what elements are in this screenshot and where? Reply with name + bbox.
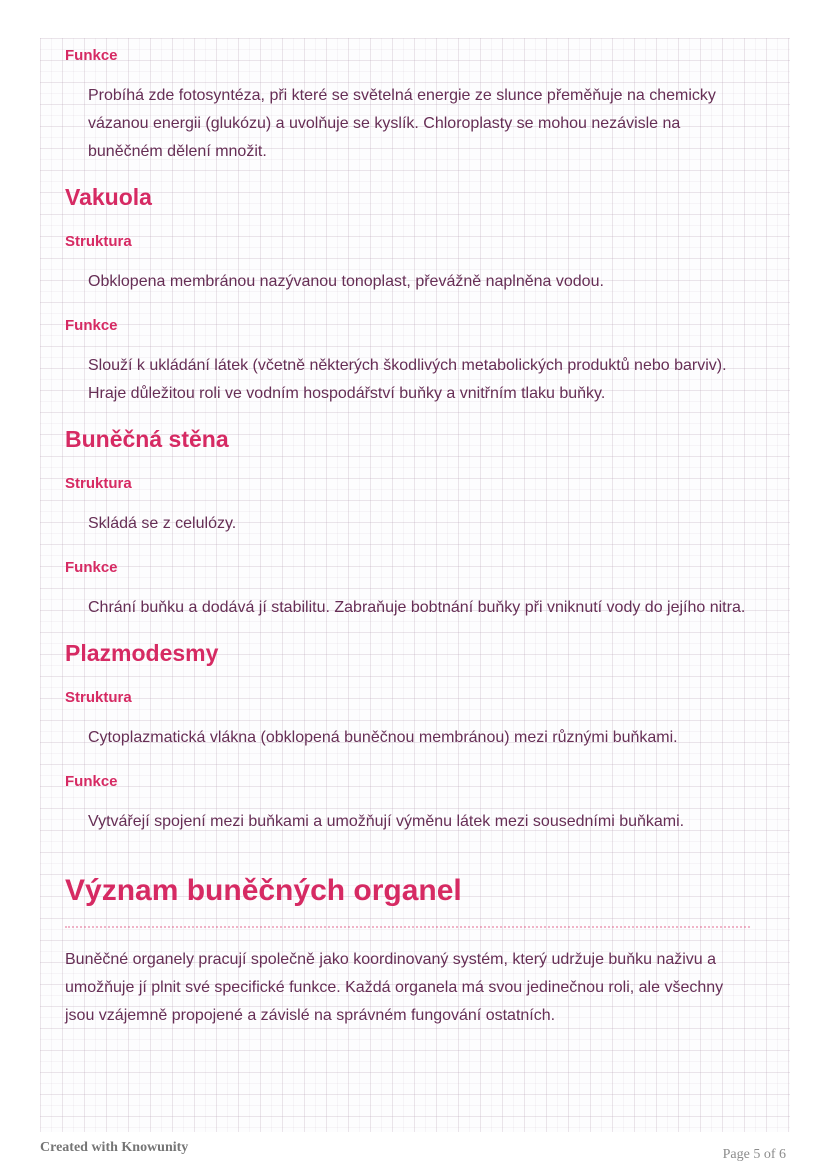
- section-subheading: Struktura: [65, 475, 132, 492]
- section-subheading: Struktura: [65, 689, 132, 706]
- section-subheading: Funkce: [65, 773, 118, 790]
- page-number: Page 5 of 6: [722, 1147, 786, 1162]
- section-subheading: Funkce: [65, 317, 118, 334]
- document-content: [65, 46, 750, 1030]
- paragraph: Probíhá zde fotosyntéza, při které se světelná energie ze slunce přeměňuje na chemicky vázanou energii (glukózu) a uvolňuje se kyslík. Chloroplasty se mohou nezávisle na buněčném dělení množit.: [88, 87, 716, 160]
- section-heading: Buněčná stěna: [65, 426, 229, 452]
- section-heading: Plazmodesmy: [65, 640, 219, 666]
- paragraph: Slouží k ukládání látek (včetně některých škodlivých metabolických produktů nebo barviv). Hraje důležitou roli ve vodním hospodářství buňky a vnitřním tlaku buňky.: [88, 357, 727, 402]
- section-subheading: Funkce: [65, 47, 118, 64]
- paragraph: Skládá se z celulózy.: [88, 515, 237, 532]
- document-title: Význam buněčných organel: [65, 872, 750, 928]
- paragraph: Vytvářejí spojení mezi buňkami a umožňují výměnu látek mezi sousedními buňkami.: [88, 813, 685, 830]
- document-page: [40, 38, 790, 1132]
- paragraph: Buněčné organely pracují společně jako koordinovaný systém, který udržuje buňku naživu a umožňuje jí plnit své specifické funkce. Každá organela má svou jedinečnou roli, ale všechny jsou vzájemně propojené a závislé na správném fungování ostatních.: [65, 951, 724, 1024]
- paragraph: Cytoplazmatická vlákna (obklopená buněčnou membránou) mezi různými buňkami.: [88, 729, 678, 746]
- watermark-text: Created with Knowunity: [40, 1140, 189, 1155]
- paragraph: Chrání buňku a dodává jí stabilitu. Zabraňuje bobtnání buňky při vniknutí vody do jejího nitra.: [88, 599, 746, 616]
- paragraph: Obklopena membránou nazývanou tonoplast, převážně naplněna vodou.: [88, 273, 604, 290]
- section-subheading: Struktura: [65, 233, 132, 250]
- section-subheading: Funkce: [65, 559, 118, 576]
- section-heading: Vakuola: [65, 184, 152, 210]
